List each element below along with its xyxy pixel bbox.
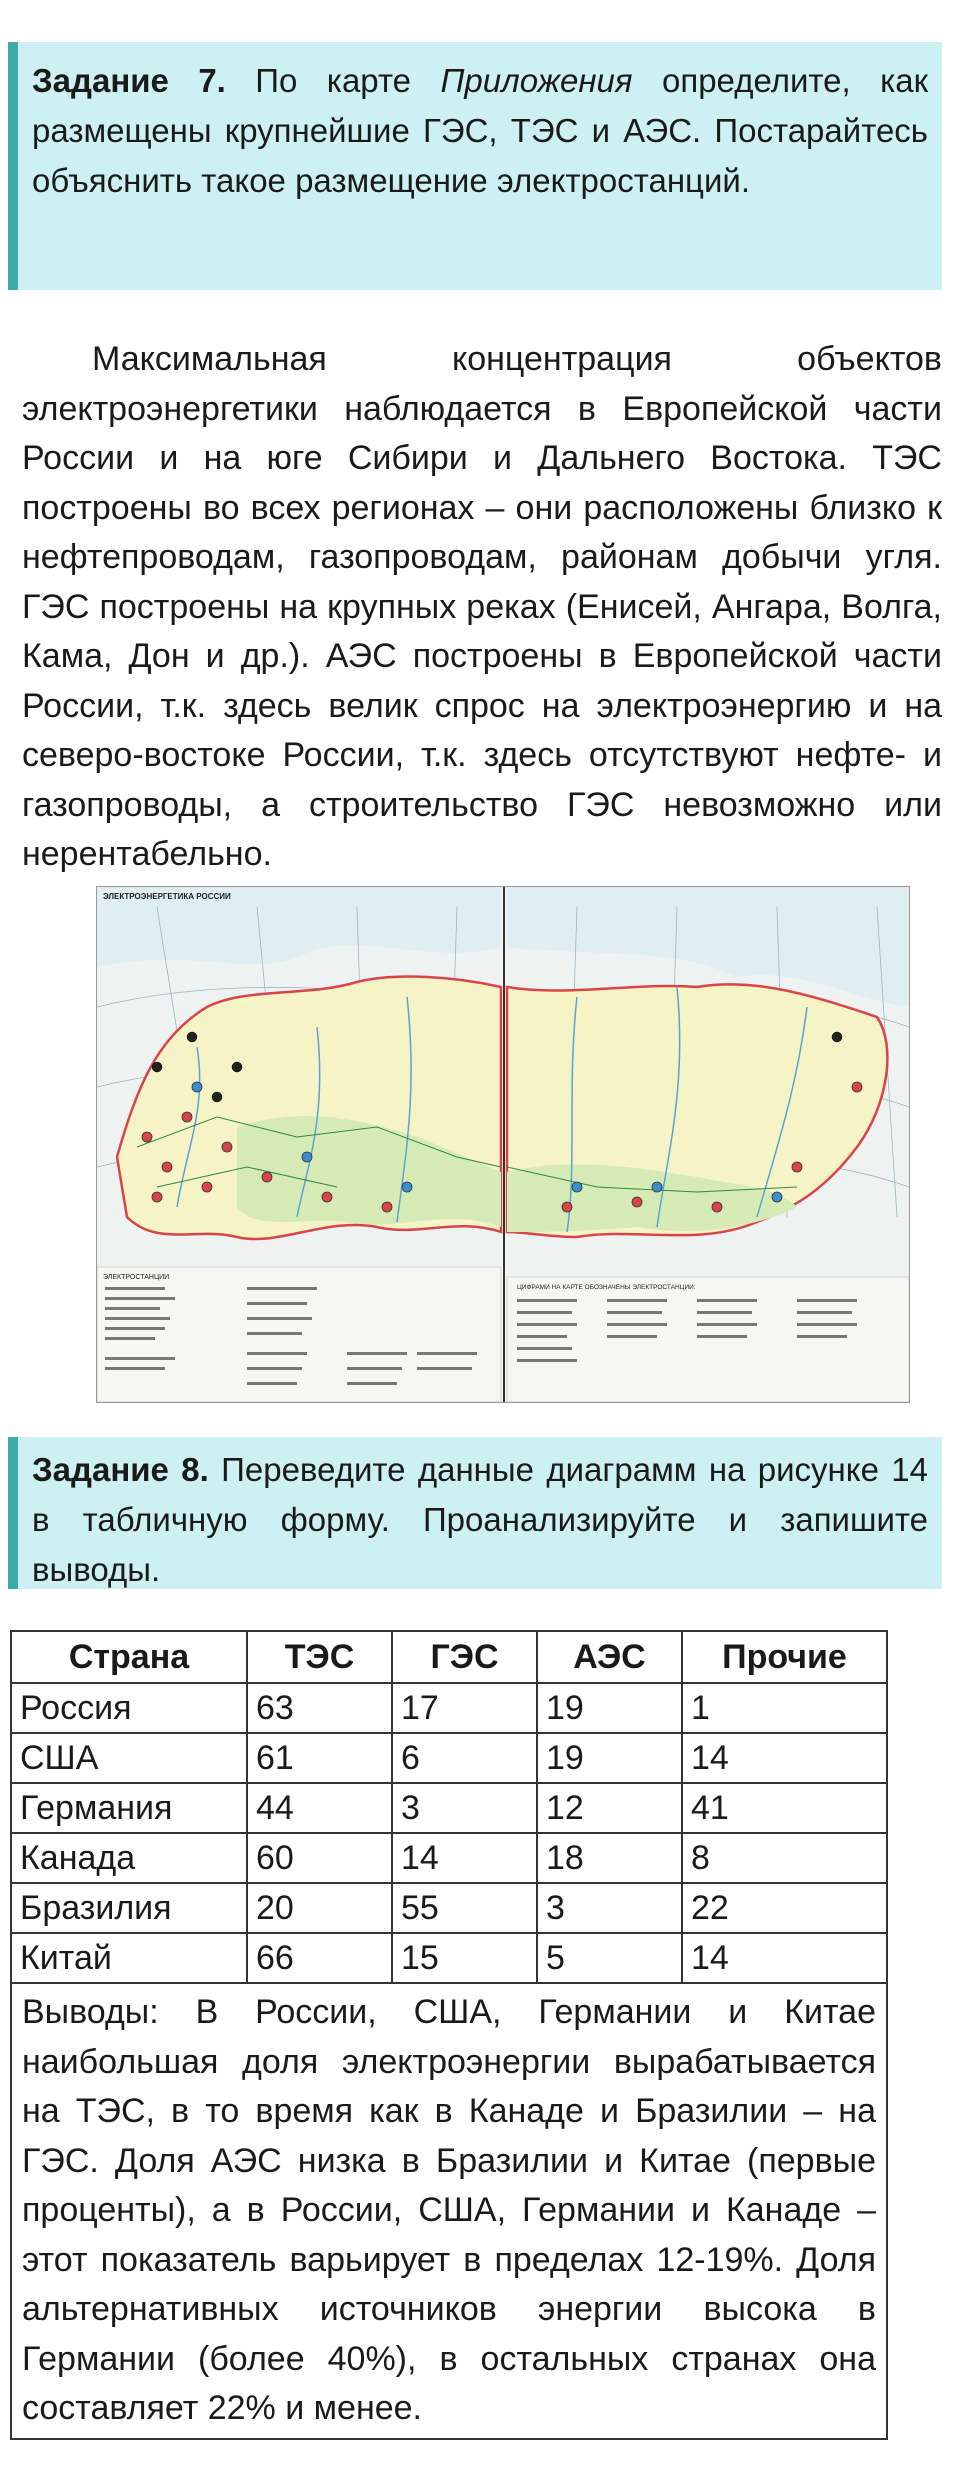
- cell-value: 5: [537, 1933, 682, 1983]
- cell-value: 8: [682, 1833, 887, 1883]
- cell-value: 19: [537, 1733, 682, 1783]
- cell-value: 3: [392, 1783, 537, 1833]
- answer-7-text: Максимальная концентрация объектов электроэнергетики наблюдается в Европейской части России и на юге Сибири и Дальнего Востока. ТЭС построены во всех регионах – они расположены близко к нефтепроводам, газопроводам, районам добычи угля. ГЭС построены на крупных реках (Енисей, Ангара, Волга, Кама, Дон и др.). АЭС построены в Европейской части России, т.к. здесь велик спрос на электроэнергию и на северо-востоке России, т.к. здесь отсутствуют нефте- и газопроводы, а строительство ГЭС невозможно или нерентабельно.: [22, 340, 942, 873]
- cell-country: Германия: [11, 1783, 247, 1833]
- cell-value: 66: [247, 1933, 392, 1983]
- task-7-text-italic: Приложения: [440, 62, 633, 99]
- task-8-text: Переведите данные диаграмм на рисунке 14 в табличную форму. Проанализируйте и запишите выводы.: [32, 1451, 929, 1588]
- russia-energy-map: [96, 886, 910, 1403]
- cell-value: 20: [247, 1883, 392, 1933]
- cell-value: 1: [682, 1683, 887, 1733]
- cell-value: 22: [682, 1883, 887, 1933]
- conclusion-row: [11, 1983, 887, 2439]
- cell-value: 19: [537, 1683, 682, 1733]
- cell-country: Китай: [11, 1933, 247, 1983]
- cell-value: 18: [537, 1833, 682, 1883]
- cell-value: 14: [682, 1933, 887, 1983]
- task-8-box: [8, 1437, 942, 1589]
- answer-7: [22, 335, 942, 880]
- table-row: [11, 1683, 887, 1733]
- cell-value: 3: [537, 1883, 682, 1933]
- cell-country: США: [11, 1733, 247, 1783]
- cell-country: Бразилия: [11, 1883, 247, 1933]
- map-legend-title: ЭЛЕКТРОСТАНЦИИ: [103, 1274, 170, 1281]
- table-row: [11, 1733, 887, 1783]
- table-row: [11, 1883, 887, 1933]
- cell-value: 55: [392, 1883, 537, 1933]
- cell-value: 63: [247, 1683, 392, 1733]
- cell-value: 61: [247, 1733, 392, 1783]
- header-other: Прочие: [682, 1631, 887, 1683]
- table-row: [11, 1833, 887, 1883]
- cell-value: 17: [392, 1683, 537, 1733]
- map-legend-right-title: ЦИФРАМИ НА КАРТЕ ОБОЗНАЧЕНЫ ЭЛЕКТРОСТАНЦИИ:: [517, 1284, 696, 1291]
- header-country: Страна: [11, 1631, 247, 1683]
- task-7-label: Задание 7.: [32, 62, 226, 99]
- task-7-text-after: определите, как размещены крупнейшие ГЭС, ТЭС и АЭС. Постарайтесь объяснить такое размещение электростанций.: [32, 62, 929, 199]
- cell-value: 6: [392, 1733, 537, 1783]
- task-7-text-before: По карте: [255, 62, 412, 99]
- cell-value: 15: [392, 1933, 537, 1983]
- conclusion-text: Выводы: В России, США, Германии и Китае наибольшая доля электроэнергии вырабатывается на ТЭС, в то время как в Канаде и Бразилии – на ГЭС. Доля АЭС низка в Бразилии и Китае (первые проценты), а в России, США, Германии и Канаде – этот показатель варьирует в пределах 12-19%. Доля альтернативных источников энергии высока в Германии (более 40%), в остальных странах она составляет 22% и менее.: [11, 1983, 887, 2439]
- table-header-row: [11, 1631, 887, 1683]
- map-title: ЭЛЕКТРОЭНЕРГЕТИКА РОССИИ: [103, 892, 231, 901]
- table-row: [11, 1783, 887, 1833]
- energy-share-table: [10, 1630, 888, 2440]
- task-8-label: Задание 8.: [32, 1451, 209, 1488]
- header-aes: АЭС: [537, 1631, 682, 1683]
- cell-value: 12: [537, 1783, 682, 1833]
- cell-value: 60: [247, 1833, 392, 1883]
- cell-value: 44: [247, 1783, 392, 1833]
- cell-value: 14: [392, 1833, 537, 1883]
- cell-country: Канада: [11, 1833, 247, 1883]
- cell-value: 41: [682, 1783, 887, 1833]
- header-tes: ТЭС: [247, 1631, 392, 1683]
- header-ges: ГЭС: [392, 1631, 537, 1683]
- cell-country: Россия: [11, 1683, 247, 1733]
- table-row: [11, 1933, 887, 1983]
- cell-value: 14: [682, 1733, 887, 1783]
- task-7-box: [8, 42, 942, 290]
